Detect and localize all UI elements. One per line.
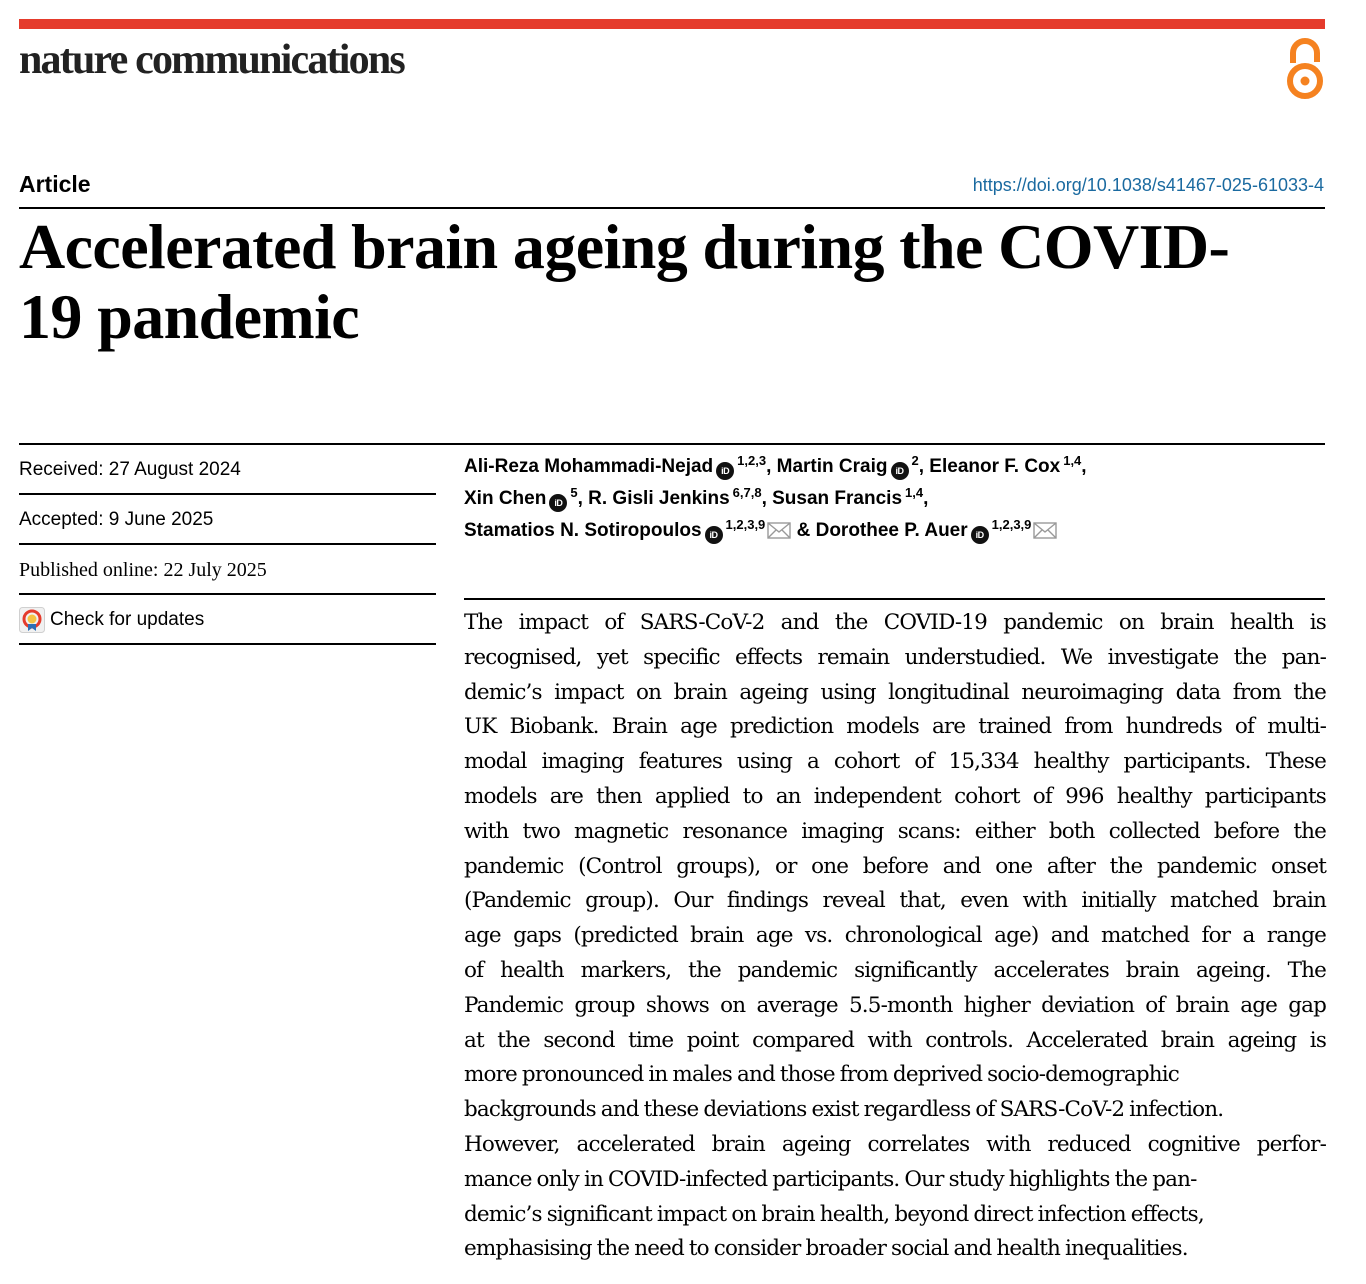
author-affiliation: 1,4	[1063, 453, 1082, 468]
published-date: Published online: 22 July 2025	[19, 545, 436, 595]
author-name[interactable]: Ali-Reza Mohammadi-Nejad	[464, 456, 714, 477]
abstract	[464, 606, 1326, 1267]
abstract-line: backgrounds and these deviations exist regardless of SARS-CoV-2 infection.	[464, 1097, 1224, 1123]
journal-name[interactable]: nature communications	[19, 37, 404, 83]
orcid-icon[interactable]: iD	[971, 526, 989, 544]
author-name[interactable]: Xin Chen	[464, 488, 547, 509]
abstract-line: more pronounced in males and those from deprived socio-demographic	[464, 1062, 1179, 1088]
open-access-icon	[1283, 37, 1327, 101]
abstract-line: age gaps (predicted brain age vs. chronological age) and matched for a range	[464, 923, 1326, 949]
check-updates-label: Check for updates	[50, 609, 205, 630]
author-affiliation: 6,7,8	[732, 485, 762, 500]
abstract-divider	[464, 598, 1325, 600]
email-icon[interactable]	[767, 522, 791, 539]
author-name[interactable]: Eleanor F. Cox	[929, 456, 1061, 477]
abstract-line: modal imaging features using a cohort of 15,334 healthy participants. These	[464, 749, 1326, 775]
abstract-line: UK Biobank. Brain age prediction models are trained from hundreds of multi-	[464, 714, 1326, 740]
author-list	[464, 451, 1324, 547]
abstract-line: models are then applied to an independent cohort of 996 healthy participants	[464, 783, 1326, 809]
abstract-line: Pandemic group shows on average 5.5-month higher deviation of brain age gap	[464, 992, 1326, 1018]
article-title	[19, 212, 1329, 352]
orcid-icon[interactable]: iD	[891, 462, 909, 480]
author-affiliation: 5	[570, 485, 578, 500]
author-affiliation: 2	[911, 453, 919, 468]
author-name[interactable]: R. Gisli Jenkins	[588, 488, 730, 509]
abstract-line: at the second time point compared with controls. Accelerated brain ageing is	[464, 1027, 1326, 1053]
author-name[interactable]: Stamatios N. Sotiropoulos	[464, 520, 702, 541]
check-updates-icon	[19, 607, 45, 633]
abstract-line: recognised, yet specific effects remain understudied. We investigate the pan-	[464, 644, 1326, 670]
abstract-line: pandemic (Control groups), or one before and one after the pandemic onset	[464, 853, 1326, 879]
author-line-1: Ali-Reza Mohammadi-Nejad iD$^{1,2,3}$, Martin Craig $iD^2$, Eleanor F. Cox $^{1,4}$,	[464, 451, 1324, 483]
check-for-updates-button[interactable]	[19, 595, 436, 645]
header-accent-bar	[19, 19, 1325, 29]
abstract-line: mance only in COVID-infected participants. Our study highlights the pan-	[464, 1166, 1197, 1192]
author-name[interactable]: Martin Craig	[776, 456, 888, 477]
author-line-3: Stamatios N. Sotiropoulos iD$^{1,2,3,9}$ & Dorothee P. Auer iD$^{1,2,3,9}$	[464, 515, 1324, 547]
author-affiliation: 1,4	[905, 485, 924, 500]
title-line-2: 19 pandemic	[19, 281, 360, 352]
email-icon[interactable]	[1033, 522, 1057, 539]
abstract-line: (Pandemic group). Our findings reveal that, even with initially matched brain	[464, 888, 1326, 914]
author-name[interactable]: Dorothee P. Auer	[815, 520, 968, 541]
abstract-line: with two magnetic resonance imaging scans: either both collected before the	[464, 818, 1326, 844]
publication-dates	[19, 445, 436, 645]
abstract-line: emphasising the need to consider broader social and health inequalities.	[464, 1236, 1188, 1262]
doi-link[interactable]: https://doi.org/10.1038/s41467-025-61033-4	[972, 175, 1324, 195]
author-line-2: Xin Chen $iD^5$, R. Gisli Jenkins $^{6,7,8}$, Susan Francis $^{1,4}$,	[464, 483, 1324, 515]
author-affiliation: 1,2,3	[737, 453, 767, 468]
orcid-icon[interactable]: iD	[549, 494, 567, 512]
orcid-icon[interactable]: iD	[705, 526, 723, 544]
title-line-1: Accelerated brain ageing during the COVID-	[19, 211, 1230, 282]
author-name[interactable]: Susan Francis	[772, 488, 903, 509]
abstract-line: However, accelerated brain ageing correlates with reduced cognitive perfor-	[464, 1131, 1326, 1157]
abstract-line: of health markers, the pandemic significantly accelerates brain ageing. The	[464, 957, 1326, 983]
received-date: Received: 27 August 2024	[19, 445, 436, 495]
abstract-line: demic’s significant impact on brain health, beyond direct infection effects,	[464, 1201, 1204, 1227]
top-divider	[19, 207, 1325, 209]
orcid-icon[interactable]: iD	[716, 462, 734, 480]
article-type-label: Article	[19, 171, 91, 197]
author-affiliation: 1,2,3,9	[725, 517, 766, 532]
abstract-line: demic’s impact on brain ageing using longitudinal neuroimaging data from the	[464, 679, 1326, 705]
abstract-line: The impact of SARS-CoV-2 and the COVID-19 pandemic on brain health is	[464, 610, 1326, 635]
accepted-date: Accepted: 9 June 2025	[19, 495, 436, 545]
author-affiliation: 1,2,3,9	[991, 517, 1032, 532]
